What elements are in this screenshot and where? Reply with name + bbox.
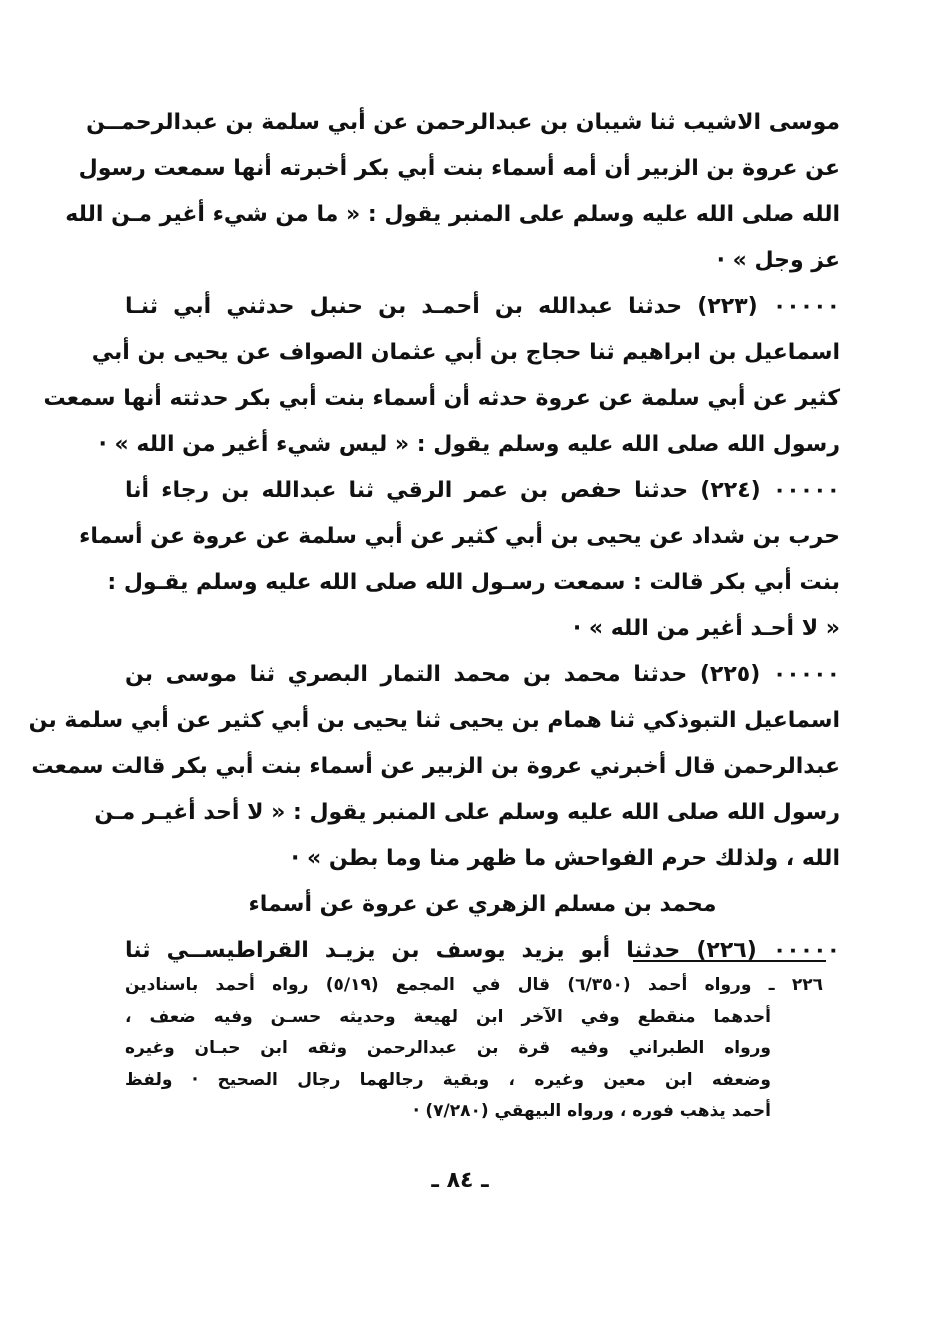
footnote-line: وضعفه ابن معين وغيره ، وبقية رجالهما رجال الصحيح · ولفظ bbox=[125, 1069, 771, 1090]
footnote-line: أحدهما منقطع وفي الآخر ابن لهيعة وحديثه حسـن وفيه ضعف ، bbox=[125, 1006, 771, 1027]
hadith-225-start: ٠٠٠٠٠ (٢٢٥) حدثنا محمد بن محمد التمار البصري ثنا موسى بن bbox=[125, 662, 840, 687]
text-line: عبدالرحمن قال أخبرني عروة بن الزبير عن أسماء بنت أبي بكر قالت سمعت bbox=[31, 754, 840, 779]
text-line: بنت أبي بكر قالت : سمعت رسـول الله صلى الله عليه وسلم يقـول : bbox=[107, 570, 840, 595]
footnote-separator bbox=[633, 960, 826, 962]
text-line: اسماعيل التبوذكي ثنا همام بن يحيى ثنا يحيى بن أبي كثير عن أبي سلمة بن bbox=[28, 708, 840, 733]
text-line: حرب بن شداد عن يحيى بن أبي كثير عن أبي سلمة عن عروة عن أسماء bbox=[79, 524, 840, 549]
footnote-line: أحمد يذهب فوره ، ورواه البيهقي (٧/٢٨٠) · bbox=[412, 1101, 771, 1121]
text-line: رسول الله صلى الله عليه وسلم على المنبر يقول : « لا أحد أغيـر مـن bbox=[94, 800, 840, 825]
main-text bbox=[28, 100, 840, 974]
text-line: الله ، ولذلك حرم الفواحش ما ظهر منا وما بطن » · bbox=[290, 846, 840, 871]
text-line: رسول الله صلى الله عليه وسلم يقول : « ليس شيء أغير من الله » · bbox=[98, 432, 840, 457]
text-line: الله صلى الله عليه وسلم على المنبر يقول : « ما من شيء أغير مـن الله bbox=[65, 202, 840, 227]
page-number: ـ ٨٤ ـ bbox=[431, 1168, 489, 1193]
hadith-223-start: ٠٠٠٠٠ (٢٢٣) حدثنا عبدالله بن أحمـد بن حنبل حدثني أبي ثنـا bbox=[125, 294, 840, 319]
hadith-224-start: ٠٠٠٠٠ (٢٢٤) حدثنا حفص بن عمر الرقي ثنا عبدالله بن رجاء أنا bbox=[125, 478, 840, 503]
hadith-226-start: ٠٠٠٠٠ (٢٢٦) حدثنا أبو يزيد يوسف بن يزيـد القراطيســي ثنا bbox=[125, 938, 840, 963]
text-line: اسماعيل بن ابراهيم ثنا حجاج بن أبي عثمان الصواف عن يحيى بن أبي bbox=[91, 340, 840, 365]
footnote-line: ٢٢٦ ـ ورواه أحمد (٦/٣٥٠) قال في المجمع (٥/١٩) رواه أحمد باسنادين bbox=[125, 975, 823, 995]
text-line: كثير عن أبي سلمة عن عروة حدثه أن أسماء بنت أبي بكر حدثته أنها سمعت bbox=[43, 386, 840, 411]
section-heading: محمد بن مسلم الزهري عن عروة عن أسماء bbox=[248, 892, 717, 917]
text-line: « لا أحـد أغير من الله » · bbox=[572, 616, 840, 641]
text-line: موسى الاشيب ثنا شيبان بن عبدالرحمن عن أبي سلمة بن عبدالرحمــن bbox=[86, 110, 840, 135]
text-line: عن عروة بن الزبير أن أمه أسماء بنت أبي بكر أخبرته أنها سمعت رسول bbox=[78, 156, 840, 181]
footnote bbox=[125, 970, 823, 1128]
footnote-line: ورواه الطبراني وفيه قرة بن عبدالرحمن وثقه ابن حبـان وغيره bbox=[125, 1038, 771, 1058]
text-line: عز وجل » · bbox=[716, 248, 840, 273]
